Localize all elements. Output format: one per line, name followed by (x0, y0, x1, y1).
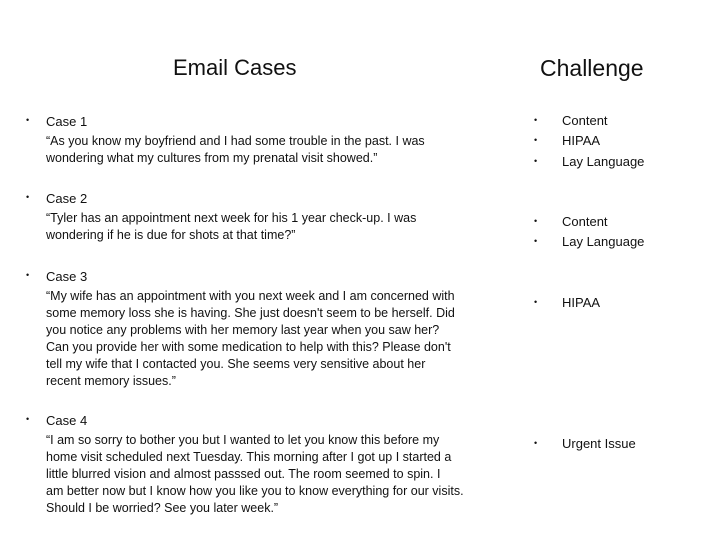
case-title: Case 1 (46, 114, 88, 129)
bullet: • (534, 438, 538, 448)
bullet: • (26, 414, 30, 424)
challenge-item (530, 435, 710, 455)
bullet: • (26, 270, 30, 280)
case-body: “Tyler has an appointment next week for his 1 year check-up. I was wondering if he is due for shots at that time?” (46, 211, 417, 242)
case-title: Case 2 (46, 191, 88, 206)
challenge-group-3 (530, 294, 710, 314)
bullet: • (534, 216, 538, 226)
challenge-group-2 (530, 213, 710, 254)
bullet: • (26, 115, 30, 125)
bullet: • (534, 135, 538, 146)
challenge-item (530, 112, 710, 132)
challenge-item (530, 213, 710, 233)
case-title: Case 4 (46, 413, 88, 428)
case-body: “My wife has an appointment with you next week and I am concerned with some memory loss she is having. She just doesn't seem to be herself. Did you notice any problems with her memory last year when you saw her? Can you provide her with some medication to help with this? Please don't tell my wife that I contacted you. She seems very sensitive about her recent memory issues.” (46, 289, 455, 388)
case-title: Case 3 (46, 269, 88, 284)
challenge-item (530, 132, 710, 152)
challenge-item (530, 233, 710, 253)
bullet: • (26, 192, 30, 202)
bullet: • (534, 297, 538, 307)
case-body: “I am so sorry to bother you but I wanted to let you know this before my home visit scheduled next Tuesday. This morning after I got up I started a little blurred vision and almost passsed out. The room seemed to spin. I am better now but I know how you like you to know everything for our visits. Should I be worried? See you later week.” (46, 433, 464, 515)
bullet: • (534, 236, 538, 247)
challenge-label: Lay Language (562, 153, 645, 169)
challenge-label: Lay Language (562, 234, 645, 250)
email-cases-heading: Email Cases (173, 55, 297, 80)
challenge-group-1 (530, 112, 710, 173)
challenge-item (530, 294, 710, 314)
challenge-label: Content (562, 214, 608, 229)
challenge-label: Content (562, 113, 608, 128)
challenge-heading: Challenge (540, 55, 644, 81)
bullet: • (534, 115, 538, 125)
case-body: “As you know my boyfriend and I had some trouble in the past. I was wondering what my cultures from my prenatal visit showed.” (46, 134, 425, 165)
bullet: • (534, 155, 538, 166)
challenge-group-4 (530, 435, 710, 455)
challenge-label: HIPAA (562, 133, 601, 149)
challenge-item (530, 153, 710, 173)
challenge-label: Urgent Issue (562, 436, 636, 451)
challenge-label: HIPAA (562, 295, 601, 310)
